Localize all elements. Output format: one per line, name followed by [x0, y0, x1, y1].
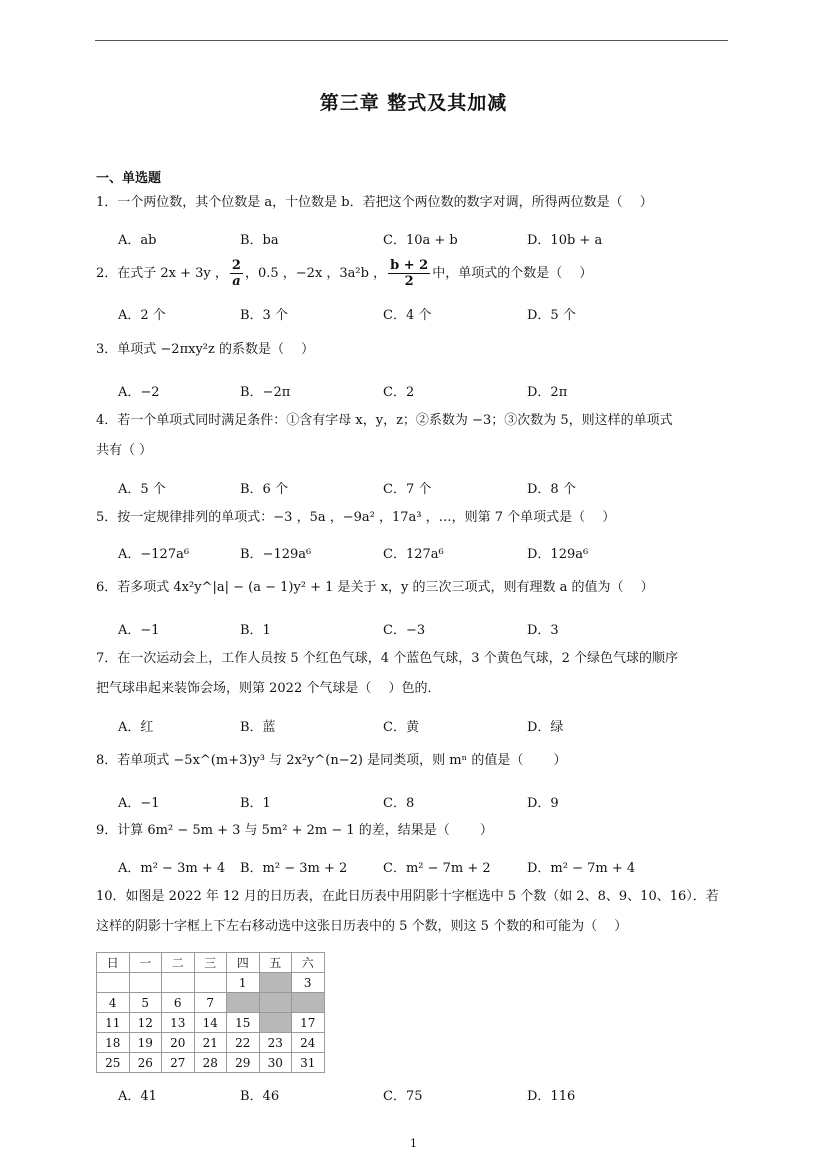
- question-4: [96, 406, 736, 466]
- option-d: D．m² − 7m + 4: [527, 861, 636, 876]
- option-d: D．2π: [527, 385, 568, 400]
- calendar-row: [97, 973, 325, 993]
- options-10: [118, 1085, 738, 1105]
- question-9: 9．计算 6m² − 5m + 3 与 5m² + 2m − 1 的差，结果是（ ）: [96, 823, 493, 838]
- calendar-cell: 19: [129, 1033, 162, 1053]
- calendar-cell-shaded: [259, 973, 292, 993]
- options-3: [118, 381, 738, 401]
- option-a: A．m² − 3m + 4: [118, 861, 226, 876]
- calendar-row: [97, 1033, 325, 1053]
- page-number: 1: [410, 1137, 417, 1150]
- calendar-cell: 22: [227, 1033, 260, 1053]
- option-d: D．5 个: [527, 308, 576, 323]
- option-a: A．−127a⁶: [118, 547, 190, 562]
- option-b: B．6 个: [240, 482, 288, 497]
- option-c: C．7 个: [383, 482, 432, 497]
- option-a: A．5 个: [118, 482, 166, 497]
- calendar-cell: 3: [292, 973, 325, 993]
- calendar-cell: 13: [162, 1013, 195, 1033]
- calendar-cell: 4: [97, 993, 130, 1013]
- calendar-header-row: [97, 953, 325, 973]
- question-2-pre: 2．在式子 2x + 3y ，: [96, 266, 228, 281]
- question-2-mid: ，0.5 ，−2x ，3a²b ，: [244, 266, 387, 281]
- options-5: [118, 543, 738, 563]
- fraction-b-plus-2-over-2: $\frac{b + 2}{2}$: [390, 258, 429, 289]
- option-d: D．3: [527, 623, 559, 638]
- calendar-header-cell: 四: [227, 953, 260, 973]
- fraction-2-over-a: $\frac{2}{a}$: [231, 258, 241, 289]
- calendar-cell: [97, 973, 130, 993]
- question-3: 3．单项式 −2πxy²z 的系数是（ ）: [96, 342, 315, 357]
- calendar-row: [97, 993, 325, 1013]
- calendar-cell: [194, 973, 227, 993]
- calendar-header-cell: 五: [259, 953, 292, 973]
- option-d: D．绿: [527, 720, 564, 735]
- calendar-cell-shaded: [259, 993, 292, 1013]
- question-10-line-2: 这样的阴影十字框上下左右移动选中这张日历表中的 5 个数，则这 5 个数的和可能为（ ）: [96, 919, 628, 934]
- question-7-line-2: 把气球串起来装饰会场，则第 2022 个气球是（ ）色的．: [96, 681, 441, 696]
- option-a: A．41: [118, 1089, 157, 1104]
- calendar-cell: 17: [292, 1013, 325, 1033]
- question-8: 8．若单项式 −5x^(m+3)y³ 与 2x²y^(n−2) 是同类项，则 mⁿ 的值是（ ）: [96, 753, 567, 768]
- question-4-line-2: 共有（ ）: [96, 443, 153, 458]
- calendar-cell-shaded: [292, 993, 325, 1013]
- question-10-line-1: 10．如图是 2022 年 12 月的日历表，在此日历表中用阴影十字框选中 5 个数（如 2、8、9、10、16）．若: [96, 889, 719, 904]
- question-5: 5．按一定规律排列的单项式：−3 ，5a ，−9a² ，17a³ ，…，则第 7 个单项式是（ ）: [96, 510, 616, 525]
- options-2: [118, 304, 738, 324]
- page-title: 第三章 整式及其加减: [319, 92, 508, 114]
- option-d: D．10b + a: [527, 233, 603, 248]
- options-8: [118, 792, 738, 812]
- calendar-cell: [129, 973, 162, 993]
- option-b: B．蓝: [240, 720, 276, 735]
- options-1: [118, 229, 738, 249]
- option-b: B．1: [240, 623, 271, 638]
- option-c: C．4 个: [383, 308, 432, 323]
- calendar-cell: 18: [97, 1033, 130, 1053]
- option-b: B．m² − 3m + 2: [240, 861, 348, 876]
- option-a: A．ab: [118, 233, 157, 248]
- question-1: 1．一个两位数，其个位数是 a，十位数是 b．若把这个两位数的数字对调，所得两位数是（ ）: [96, 195, 653, 210]
- calendar-header-cell: 日: [97, 953, 130, 973]
- options-9: [118, 857, 738, 877]
- calendar-row: [97, 1013, 325, 1033]
- calendar-header-cell: 二: [162, 953, 195, 973]
- option-c: C．m² − 7m + 2: [383, 861, 491, 876]
- calendar-cell: 27: [162, 1053, 195, 1073]
- option-c: C．2: [383, 385, 415, 400]
- calendar-cell: 12: [129, 1013, 162, 1033]
- calendar-cell: 31: [292, 1053, 325, 1073]
- calendar-cell: 11: [97, 1013, 130, 1033]
- calendar-cell: 20: [162, 1033, 195, 1053]
- calendar-table: [96, 952, 325, 1073]
- calendar-cell: 15: [227, 1013, 260, 1033]
- option-c: C．75: [383, 1089, 423, 1104]
- option-a: A．红: [118, 720, 154, 735]
- calendar-cell: 24: [292, 1033, 325, 1053]
- option-c: C．10a + b: [383, 233, 458, 248]
- calendar-cell: 7: [194, 993, 227, 1013]
- calendar-cell: 6: [162, 993, 195, 1013]
- calendar-header-cell: 三: [194, 953, 227, 973]
- calendar-header-cell: 一: [129, 953, 162, 973]
- question-10: [96, 882, 736, 942]
- option-a: A．−1: [118, 623, 160, 638]
- option-a: A．2 个: [118, 308, 166, 323]
- question-6: 6．若多项式 4x²y^|a| − (a − 1)y² + 1 是关于 x，y 的三次三项式，则有理数 a 的值为（ ）: [96, 580, 654, 595]
- calendar-cell: 26: [129, 1053, 162, 1073]
- option-b: B．−129a⁶: [240, 547, 312, 562]
- option-a: A．−2: [118, 385, 160, 400]
- option-c: C．−3: [383, 623, 426, 638]
- calendar-cell: 23: [259, 1033, 292, 1053]
- calendar-cell: [162, 973, 195, 993]
- question-2-post: 中，单项式的个数是（ ）: [432, 266, 593, 281]
- option-a: A．−1: [118, 796, 160, 811]
- option-b: B．46: [240, 1089, 280, 1104]
- calendar-cell-shaded: [259, 1013, 292, 1033]
- option-c: C．8: [383, 796, 415, 811]
- calendar-header-cell: 六: [292, 953, 325, 973]
- option-d: D．116: [527, 1089, 576, 1104]
- header-rule: [95, 40, 728, 41]
- option-d: D．9: [527, 796, 559, 811]
- option-b: B．−2π: [240, 385, 291, 400]
- section-heading: 一、单选题: [96, 171, 162, 186]
- option-d: D．129a⁶: [527, 547, 589, 562]
- options-6: [118, 619, 738, 639]
- calendar-row: [97, 1053, 325, 1073]
- calendar-cell: 5: [129, 993, 162, 1013]
- calendar-cell: 21: [194, 1033, 227, 1053]
- option-b: B．1: [240, 796, 271, 811]
- options-7: [118, 716, 738, 736]
- option-d: D．8 个: [527, 482, 576, 497]
- question-2: [96, 258, 736, 289]
- calendar-cell: 29: [227, 1053, 260, 1073]
- option-b: B．ba: [240, 233, 279, 248]
- question-7-line-1: 7．在一次运动会上，工作人员按 5 个红色气球，4 个蓝色气球，3 个黄色气球，2 个绿色气球的顺序: [96, 651, 679, 666]
- question-4-line-1: 4．若一个单项式同时满足条件：①含有字母 x，y，z；②系数为 −3；③次数为 5，则这样的单项式: [96, 413, 673, 428]
- option-b: B．3 个: [240, 308, 288, 323]
- calendar-cell: 28: [194, 1053, 227, 1073]
- option-c: C．127a⁶: [383, 547, 444, 562]
- calendar-cell: 14: [194, 1013, 227, 1033]
- calendar-cell: 1: [227, 973, 260, 993]
- calendar-cell: 30: [259, 1053, 292, 1073]
- question-7: [96, 644, 736, 704]
- calendar-cell: 25: [97, 1053, 130, 1073]
- option-c: C．黄: [383, 720, 419, 735]
- calendar-cell-shaded: [227, 993, 260, 1013]
- options-4: [118, 478, 738, 498]
